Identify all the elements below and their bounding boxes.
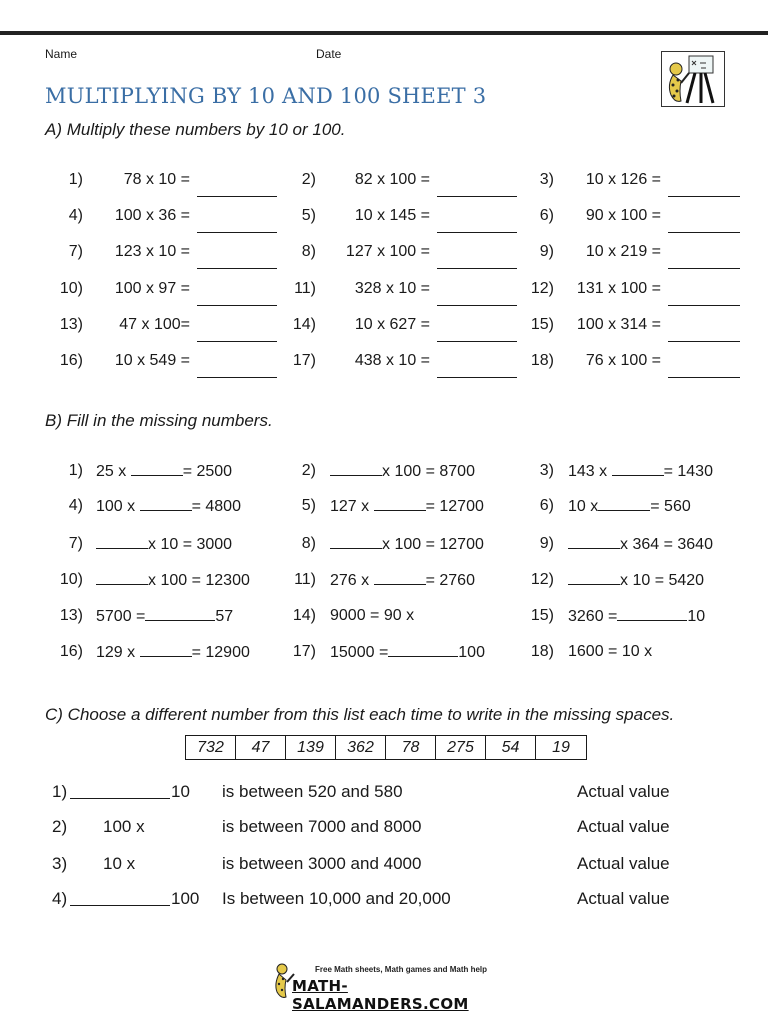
answer-line[interactable] — [668, 377, 740, 378]
footer-logo — [272, 962, 502, 1013]
question-expression: 78 x 10 = — [123, 171, 190, 188]
number-list-item: 54 — [486, 736, 536, 759]
question-number: 3) — [539, 171, 554, 188]
answer-line[interactable] — [197, 377, 277, 378]
missing-number-question — [96, 535, 232, 554]
question-suffix: = 1430 — [663, 463, 713, 480]
question-number: 16) — [59, 352, 83, 369]
question-prefix: 1600 = 10 x — [568, 643, 653, 660]
question-number: 15) — [530, 316, 554, 333]
answer-blank[interactable] — [388, 643, 458, 657]
question-number: 14) — [292, 607, 316, 624]
section-c-title: C) Choose a different number from this list each time to write in the missing spaces. — [45, 705, 675, 724]
question-expression: 10 x 126 = — [585, 171, 661, 188]
question-expression: 90 x 100 = — [585, 207, 661, 224]
answer-blank[interactable] — [96, 571, 148, 585]
question-expression: 100 x 314 = — [576, 316, 661, 333]
question-number: 2) — [52, 817, 68, 836]
range-condition: is between 520 and 580 — [222, 782, 403, 801]
answer-blank[interactable] — [330, 535, 382, 549]
missing-number-question — [330, 571, 475, 590]
actual-value-label: Actual value — [577, 817, 670, 836]
question-number: 8) — [301, 535, 316, 552]
answer-blank[interactable] — [96, 535, 148, 549]
question-number: 7) — [68, 243, 83, 260]
question-number: 5) — [301, 207, 316, 224]
question-number: 17) — [292, 643, 316, 660]
question-prefix: 25 x — [96, 463, 131, 480]
question-number: 12) — [530, 571, 554, 588]
answer-line[interactable] — [197, 268, 277, 269]
question-number: 6) — [539, 497, 554, 514]
question-expression: 82 x 100 = — [354, 171, 430, 188]
salamander-logo-icon — [661, 51, 725, 107]
actual-value-label: Actual value — [577, 782, 670, 801]
question-number: 10) — [59, 571, 83, 588]
question-prefix: 5700 = — [96, 608, 146, 625]
answer-blank[interactable] — [70, 889, 170, 906]
top-rule — [0, 31, 768, 35]
range-condition: Is between 10,000 and 20,000 — [222, 889, 451, 908]
question-number: 10) — [59, 280, 83, 297]
actual-value-label: Actual value — [577, 889, 670, 908]
question-number: 1) — [52, 782, 68, 801]
name-label: Name — [45, 47, 78, 61]
missing-number-question — [96, 571, 250, 590]
missing-number-question — [330, 497, 484, 516]
footer-tagline: Free Math sheets, Math games and Math help — [315, 965, 488, 974]
question-expression: 76 x 100 = — [585, 352, 661, 369]
answer-blank[interactable] — [145, 607, 215, 621]
answer-line[interactable] — [668, 305, 740, 306]
question-expression: 131 x 100 = — [576, 280, 661, 297]
answer-blank[interactable] — [70, 782, 170, 799]
question-prefix: 3260 = — [568, 608, 618, 625]
missing-number-question — [568, 462, 713, 481]
question-suffix: 100 — [171, 889, 200, 908]
answer-line[interactable] — [437, 232, 517, 233]
question-prefix: 100 x — [103, 817, 145, 836]
range-condition: is between 7000 and 8000 — [222, 817, 422, 836]
actual-value-label: Actual value — [577, 854, 670, 873]
question-suffix: x 100 = 8700 — [382, 463, 475, 480]
section-b-title: B) Fill in the missing numbers. — [45, 411, 273, 430]
answer-blank[interactable] — [568, 571, 620, 585]
missing-number-question — [96, 607, 233, 626]
question-expression: 127 x 100 = — [345, 243, 430, 260]
question-suffix: = 4800 — [191, 498, 241, 515]
question-expression: 10 x 219 = — [585, 243, 661, 260]
missing-number-question — [330, 643, 485, 662]
question-suffix: = 12900 — [191, 644, 250, 661]
question-suffix: 57 — [215, 608, 234, 625]
missing-number-question — [96, 643, 250, 662]
answer-line[interactable] — [668, 341, 740, 342]
question-suffix: = 12700 — [425, 498, 484, 515]
answer-blank[interactable] — [374, 497, 426, 511]
missing-number-question — [568, 571, 704, 590]
question-suffix: x 10 = 5420 — [620, 572, 705, 589]
question-number: 12) — [530, 280, 554, 297]
answer-line[interactable] — [197, 232, 277, 233]
answer-line[interactable] — [668, 268, 740, 269]
answer-blank[interactable] — [374, 571, 426, 585]
choose-number-row — [52, 817, 732, 839]
page-title: MULTIPLYING BY 10 AND 100 SHEET 3 — [45, 84, 487, 108]
question-number: 4) — [52, 889, 68, 908]
question-suffix: x 10 = 3000 — [148, 536, 233, 553]
question-expression: 328 x 10 = — [354, 280, 430, 297]
question-number: 8) — [301, 243, 316, 260]
answer-line[interactable] — [437, 377, 517, 378]
missing-number-question — [330, 462, 475, 481]
choose-number-row — [52, 782, 732, 804]
answer-blank[interactable] — [612, 462, 664, 476]
question-number: 14) — [292, 316, 316, 333]
question-number: 18) — [530, 352, 554, 369]
question-number: 11) — [294, 571, 316, 588]
answer-line[interactable] — [437, 268, 517, 269]
question-number: 6) — [539, 207, 554, 224]
question-prefix: 15000 = — [330, 644, 389, 661]
question-suffix: = 560 — [650, 498, 691, 515]
question-suffix: 10 — [171, 782, 190, 801]
missing-number-question — [96, 497, 241, 516]
question-suffix: x 100 = 12300 — [148, 572, 250, 589]
answer-line[interactable] — [437, 305, 517, 306]
missing-number-question — [568, 497, 691, 516]
number-list — [185, 735, 587, 760]
missing-number-question — [568, 535, 713, 554]
question-prefix: 9000 = 90 x — [330, 607, 415, 624]
question-number: 1) — [68, 462, 83, 479]
question-number: 18) — [530, 643, 554, 660]
question-number: 3) — [539, 462, 554, 479]
missing-number-question — [330, 607, 414, 625]
answer-line[interactable] — [197, 196, 277, 197]
question-number: 1) — [68, 171, 83, 188]
number-list-item: 275 — [436, 736, 486, 759]
range-condition: is between 3000 and 4000 — [222, 854, 422, 873]
question-number: 9) — [539, 535, 554, 552]
question-prefix: 10 x — [568, 498, 599, 515]
question-prefix: 100 x — [96, 498, 140, 515]
answer-blank[interactable] — [598, 497, 650, 511]
section-a-title: A) Multiply these numbers by 10 or 100. — [45, 120, 346, 139]
question-number: 2) — [301, 171, 316, 188]
question-expression: 10 x 549 = — [114, 352, 190, 369]
missing-number-question — [96, 462, 232, 481]
number-list-item: 78 — [386, 736, 436, 759]
answer-blank[interactable] — [568, 535, 620, 549]
answer-line[interactable] — [437, 196, 517, 197]
question-suffix: 10 — [687, 608, 706, 625]
question-suffix: = 2500 — [182, 463, 233, 480]
question-number: 7) — [68, 535, 83, 552]
question-expression: 100 x 36 = — [114, 207, 190, 224]
answer-blank[interactable] — [140, 497, 192, 511]
question-number: 16) — [59, 643, 83, 660]
question-suffix: x 364 = 3640 — [620, 536, 713, 553]
question-expression: 47 x 100= — [119, 316, 190, 333]
question-number: 17) — [292, 352, 316, 369]
question-prefix: 276 x — [330, 572, 374, 589]
answer-line[interactable] — [197, 341, 277, 342]
answer-blank[interactable] — [131, 462, 183, 476]
question-prefix: 10 x — [103, 854, 136, 873]
answer-line[interactable] — [668, 196, 740, 197]
choose-number-row — [52, 854, 732, 876]
question-number: 11) — [294, 280, 316, 297]
number-list-item: 362 — [336, 736, 386, 759]
question-number: 5) — [301, 497, 316, 514]
question-expression: 100 x 97 = — [114, 280, 190, 297]
question-prefix: 127 x — [330, 498, 374, 515]
number-list-item: 139 — [286, 736, 336, 759]
number-list-item: 47 — [236, 736, 286, 759]
question-number: 13) — [59, 316, 83, 333]
question-number: 2) — [301, 462, 316, 479]
number-list-item: 19 — [552, 739, 570, 756]
question-number: 15) — [530, 607, 554, 624]
question-number: 4) — [68, 497, 83, 514]
question-expression: 10 x 627 = — [354, 316, 430, 333]
question-expression: 438 x 10 = — [354, 352, 430, 369]
question-suffix: 100 — [458, 644, 485, 661]
question-prefix: 143 x — [568, 463, 612, 480]
answer-blank[interactable] — [140, 643, 192, 657]
question-prefix: 129 x — [96, 644, 140, 661]
answer-line[interactable] — [668, 232, 740, 233]
date-label: Date — [316, 47, 342, 61]
question-number: 3) — [52, 854, 68, 873]
question-expression: 10 x 145 = — [354, 207, 430, 224]
missing-number-question — [568, 643, 652, 661]
question-expression: 123 x 10 = — [114, 243, 190, 260]
missing-number-question — [330, 535, 484, 554]
choose-number-row — [52, 889, 732, 911]
question-number: 13) — [59, 607, 83, 624]
answer-line[interactable] — [197, 305, 277, 306]
missing-number-question — [568, 607, 705, 626]
answer-line[interactable] — [437, 341, 517, 342]
question-suffix: = 2760 — [425, 572, 475, 589]
question-number: 9) — [539, 243, 554, 260]
question-number: 4) — [68, 207, 83, 224]
answer-blank[interactable] — [330, 462, 382, 476]
answer-blank[interactable] — [617, 607, 687, 621]
number-list-item: 732 — [186, 736, 236, 759]
question-suffix: x 100 = 12700 — [382, 536, 484, 553]
footer-site: MATH-SALAMANDERS.COM — [292, 977, 469, 1013]
